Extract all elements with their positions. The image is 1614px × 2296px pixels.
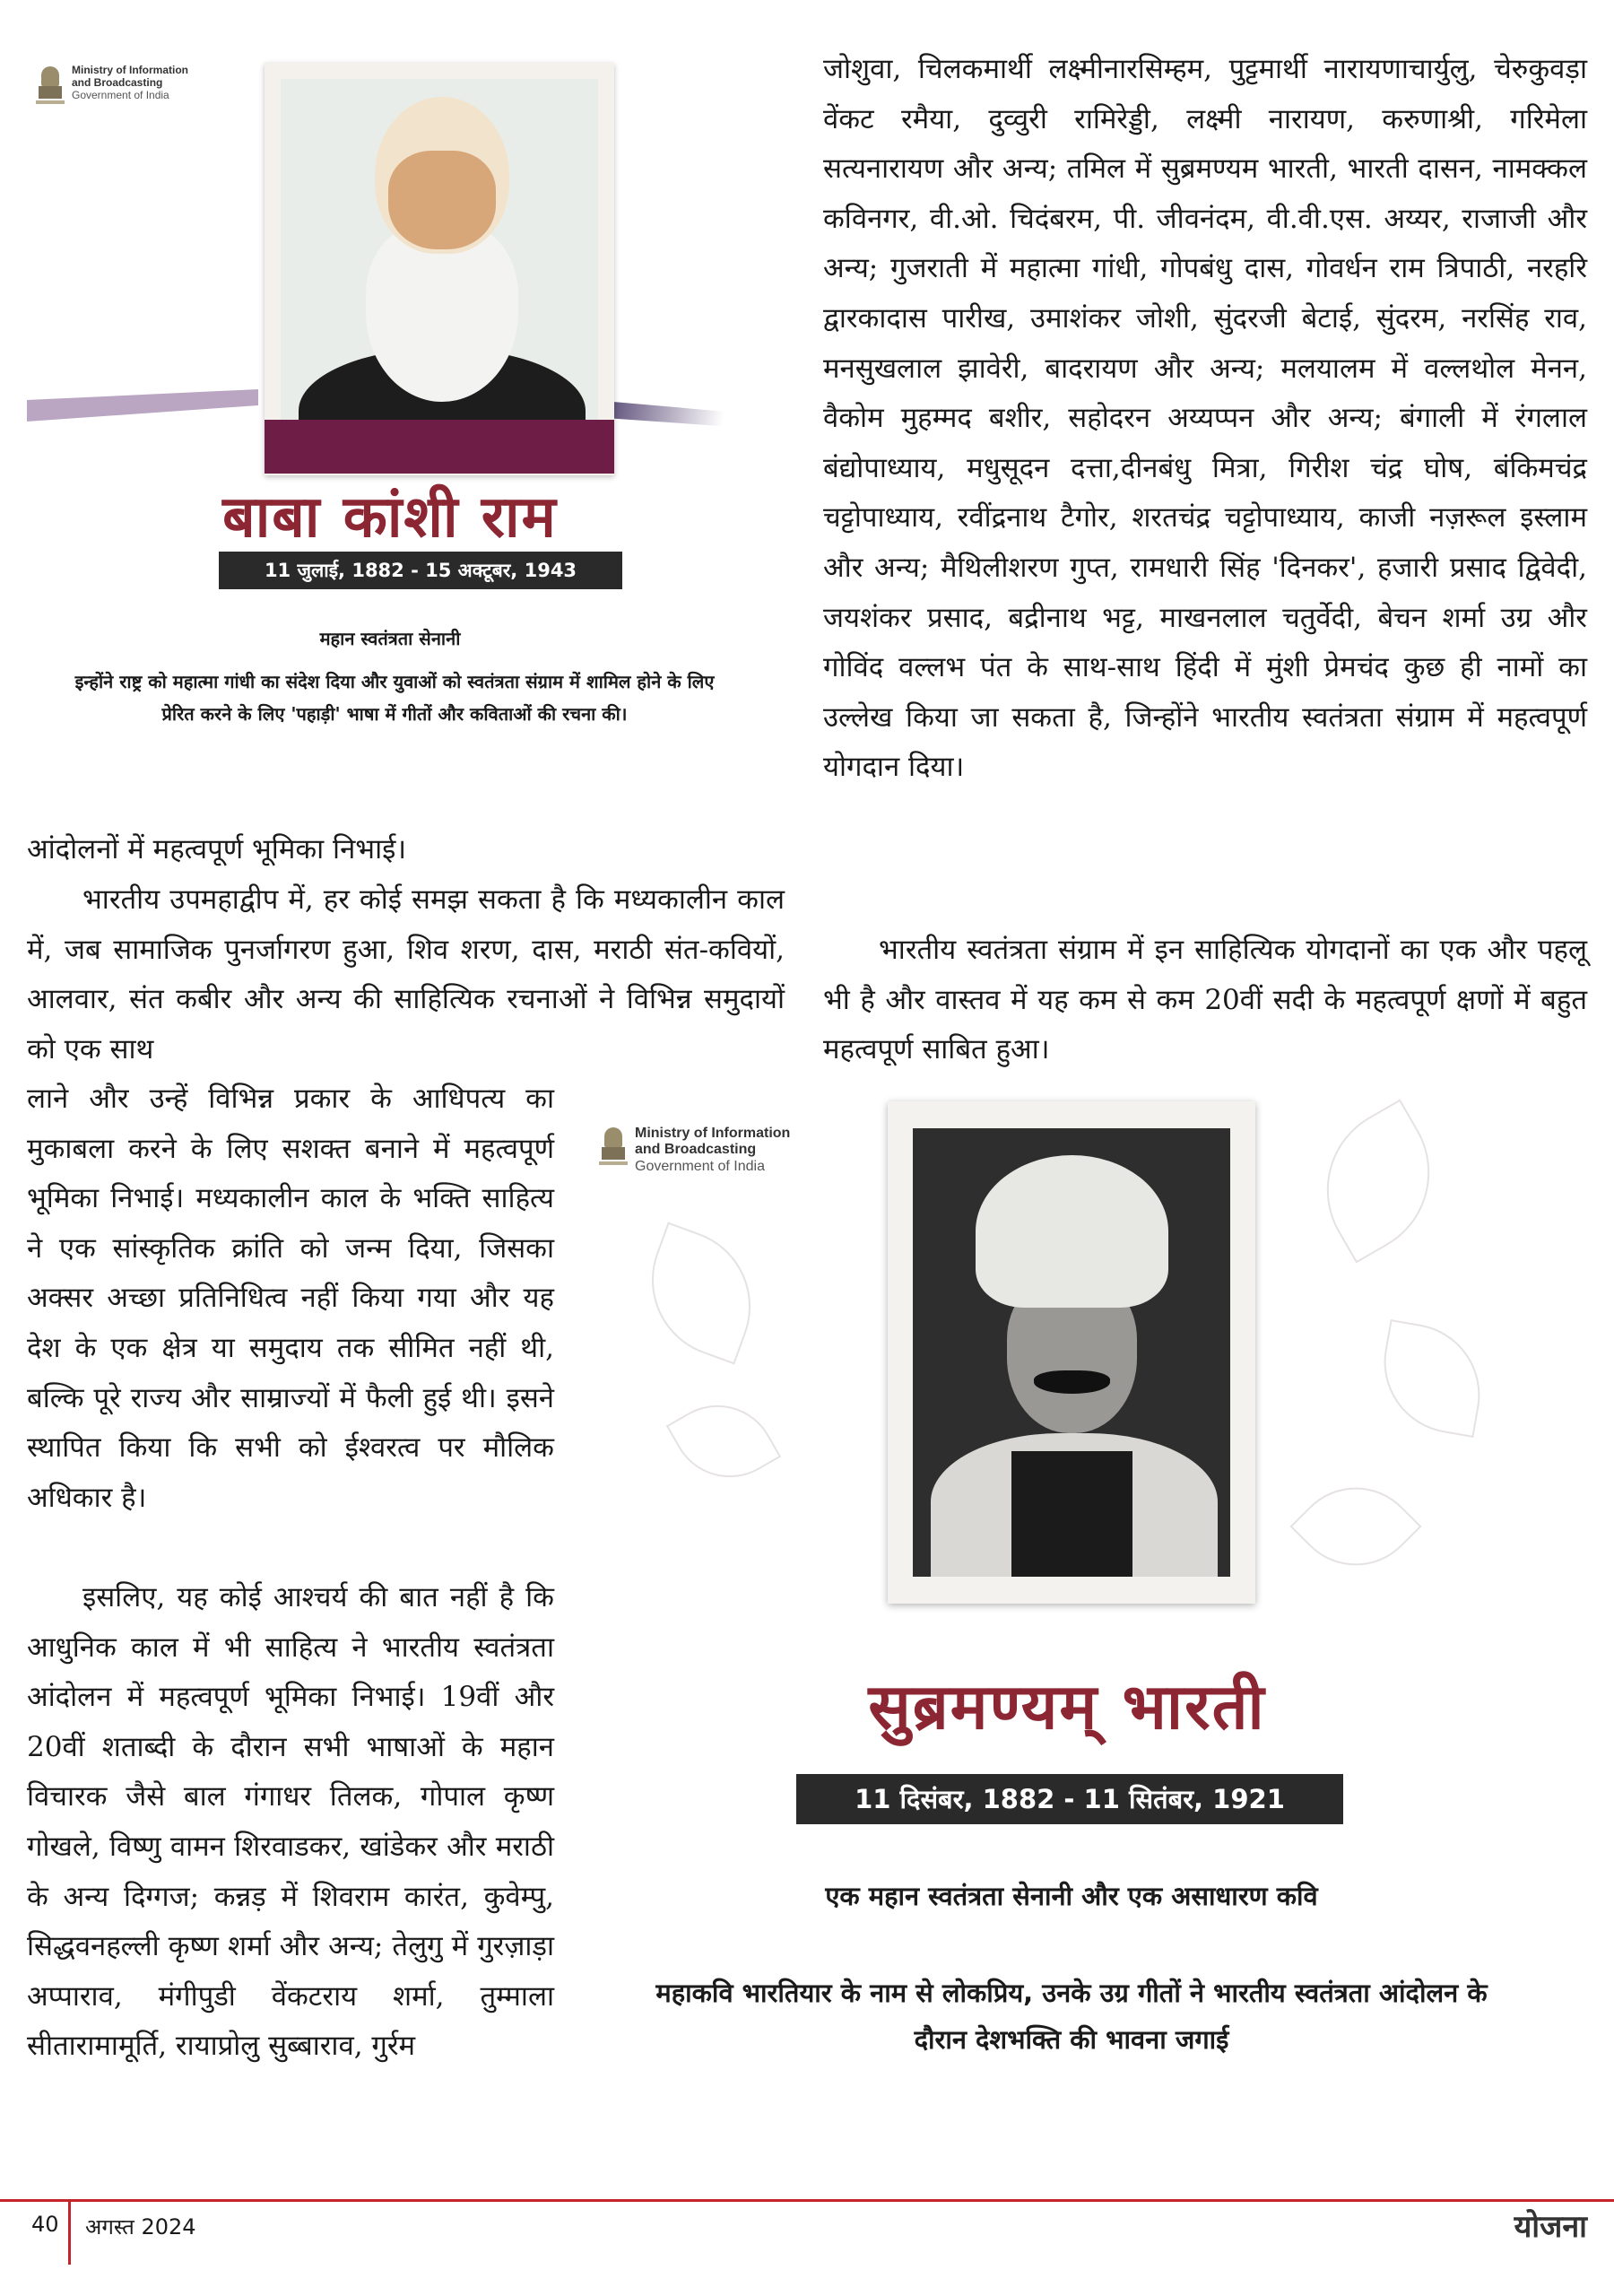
bharati-dates: 11 दिसंबर, 1882 - 11 सितंबर, 1921	[796, 1774, 1343, 1824]
body-paragraph: इसलिए, यह कोई आश्चर्य की बात नहीं है कि आधुनिक काल में भी साहित्य ने भारतीय स्वतंत्रता आंदोलन में महत्वपूर्ण भूमिका निभाई। 19वीं और 20वीं शताब्दी के दौरान सभी भाषाओं के महान विचारक जैसे बाल गंगाधर तिलक, गोपाल कृष्ण गोखले, विष्णु वामन शिरवाडकर, खांडेकर और मराठी के अन्य दिग्गज; कन्नड़ में शिवराम कारंत, कुवेम्पु, सिद्धवनहल्ली कृष्ण शर्मा और अन्य; तेलुगु में गुरज़ाड़ा अप्पाराव, मंगीपुडी वेंकटराय शर्मा, तुम्माला सीतारामामूर्ति, रायाप्रोलु सुब्बाराव, गुर्रम	[27, 1581, 554, 2063]
footer-rule	[0, 2199, 1614, 2202]
kanshi-ram-description: इन्होंने राष्ट्र को महात्मा गांधी का संदेश दिया और युवाओं को स्वतंत्रता संग्राम में शामिल होने के लिए प्रेरित करने के लिए 'पहाड़ी' भाषा में गीतों और कविताओं की रचना की।	[74, 671, 715, 725]
kanshi-ram-portrait	[265, 63, 614, 475]
body-paragraph: भारतीय उपमहाद्वीप में, हर कोई समझ सकता है कि मध्यकालीन काल में, जब सामाजिक पुनर्जागरण हुआ, शिव शरण, दास, मराठी संत-कवियों, आलवार, संत कबीर और अन्य की साहित्यिक रचनाओं ने विभिन्न समुदायों को एक साथ	[27, 883, 785, 1065]
kanshi-ram-card	[27, 45, 753, 798]
ministry-gov-line: Government of India	[72, 88, 169, 101]
bharati-name: सुब्रमण्यम् भारती	[868, 1669, 1266, 1744]
leaf-decoration	[1289, 1460, 1421, 1592]
leaf-decoration	[630, 1222, 773, 1365]
portrait-ribbon	[265, 420, 614, 474]
kanshi-ram-role: महान स्वतंत्रता सेनानी	[319, 628, 461, 649]
body-paragraph: आंदोलनों में महत्वपूर्ण भूमिका निभाई।	[27, 833, 407, 865]
bharati-role: एक महान स्वतंत्रता सेनानी और एक असाधारण कवि	[825, 1881, 1318, 1911]
bharati-description: महाकवि भारतियार के नाम से लोकप्रिय, उनके उग्र गीतों ने भारतीय स्वतंत्रता आंदोलन के दौरान देशभक्ति की भावना जगाई	[655, 1978, 1488, 2055]
issue-date: अगस्त 2024	[85, 2214, 196, 2239]
national-emblem-icon	[599, 1126, 628, 1169]
ministry-name-line2: and Broadcasting	[635, 1142, 757, 1158]
body-paragraph: लाने और उन्हें विभिन्न प्रकार के आधिपत्य का मुकाबला करने के लिए सशक्त बनाने में महत्वपूर्ण भूमिका निभाई। मध्यकालीन काल के भक्ति साहित्य ने एक सांस्कृतिक क्रांति को जन्म दिया, जिसका अक्सर अच्छा प्रतिनिधित्व नहीं किया गया और यह देश के एक क्षेत्र या समुदाय तक सीमित नहीं थी, बल्कि पूरे राज्य और साम्राज्यों में फैली हुई थी। इसने स्थापित किया कि सभी को ईश्वरत्व पर मौलिक अधिकार है।	[27, 1083, 554, 1514]
kanshi-ram-name: बाबा कांशी राम	[222, 483, 558, 551]
ministry-name-line1: Ministry of Information	[635, 1126, 791, 1141]
ministry-name-line1: Ministry of Information	[72, 64, 188, 76]
national-emblem-icon	[36, 65, 65, 108]
leaf-decoration	[1296, 1099, 1460, 1263]
leaf-decoration	[1373, 1319, 1491, 1438]
ministry-logo	[599, 1126, 790, 1175]
body-paragraph: जोशुवा, चिलकमार्थी लक्ष्मीनारसिम्हम, पुट्टमार्थी नारायणाचार्युलु, चेरुकुवड़ा वेंकट रमैया, दुव्वुरी रामिरेड्डी, लक्ष्मी नारायण, करुणाश्री, गरिमेला सत्यनारायण और अन्य; तमिल में सुब्रमण्यम भारती, भारती दासन, नामक्कल कविनगर, वी.ओ. चिदंबरम, पी. जीवनंदम, वी.वी.एस. अय्यर, राजाजी और अन्य; गुजराती में महात्मा गांधी, गोपबंधु दास, गोवर्धन राम त्रिपाठी, नरहरि द्वारकादास पारीख, उमाशंकर जोशी, सुंदरजी बेटाई, सुंदरम, नरसिंह राव, मनसुखलाल झावेरी, बादरायण और अन्य; मलयालम में वल्लथोल मेनन, वैकोम मुहम्मद बशीर, सहोदरन अय्यप्पन और अन्य; बंगाली में रंगलाल बंद्योपाध्याय, मधुसूदन दत्ता,दीनबंधु मित्रा, गिरीश चंद्र घोष, बंकिमचंद्र चट्टोपाध्याय, रवींद्रनाथ टैगोर, शरतचंद्र चट्टोपाध्याय, काजी नज़रूल इस्लाम और अन्य; मैथिलीशरण गुप्त, रामधारी सिंह 'दिनकर', हजारी प्रसाद द्विवेदी, जयशंकर प्रसाद, बद्रीनाथ भट्ट, माखनलाल चतुर्वेदी, बेचन शर्मा उग्र और गोविंद वल्लभ पंत के साथ-साथ हिंदी में मुंशी प्रेमचंद कुछ ही नामों का उल्लेख किया जा सकता है, जिन्होंने भारतीय स्वतंत्रता संग्राम में महत्वपूर्ण योगदान दिया।	[823, 53, 1587, 784]
ministry-logo	[36, 65, 188, 108]
kanshi-ram-dates: 11 जुलाई, 1882 - 15 अक्टूबर, 1943	[219, 552, 622, 589]
footer-divider	[68, 2202, 71, 2265]
magazine-name: योजना	[1514, 2209, 1587, 2245]
page-number: 40	[31, 2212, 59, 2237]
leaf-decoration	[666, 1384, 781, 1499]
ministry-name-line2: and Broadcasting	[72, 75, 163, 89]
ministry-gov-line: Government of India	[635, 1158, 765, 1174]
bharati-portrait	[888, 1101, 1255, 1604]
body-paragraph: भारतीय स्वतंत्रता संग्राम में इन साहित्यिक योगदानों का एक और पहलू भी है और वास्तव में यह कम से कम 20वीं सदी के महत्वपूर्ण क्षणों में बहुत महत्वपूर्ण साबित हुआ।	[823, 934, 1587, 1066]
